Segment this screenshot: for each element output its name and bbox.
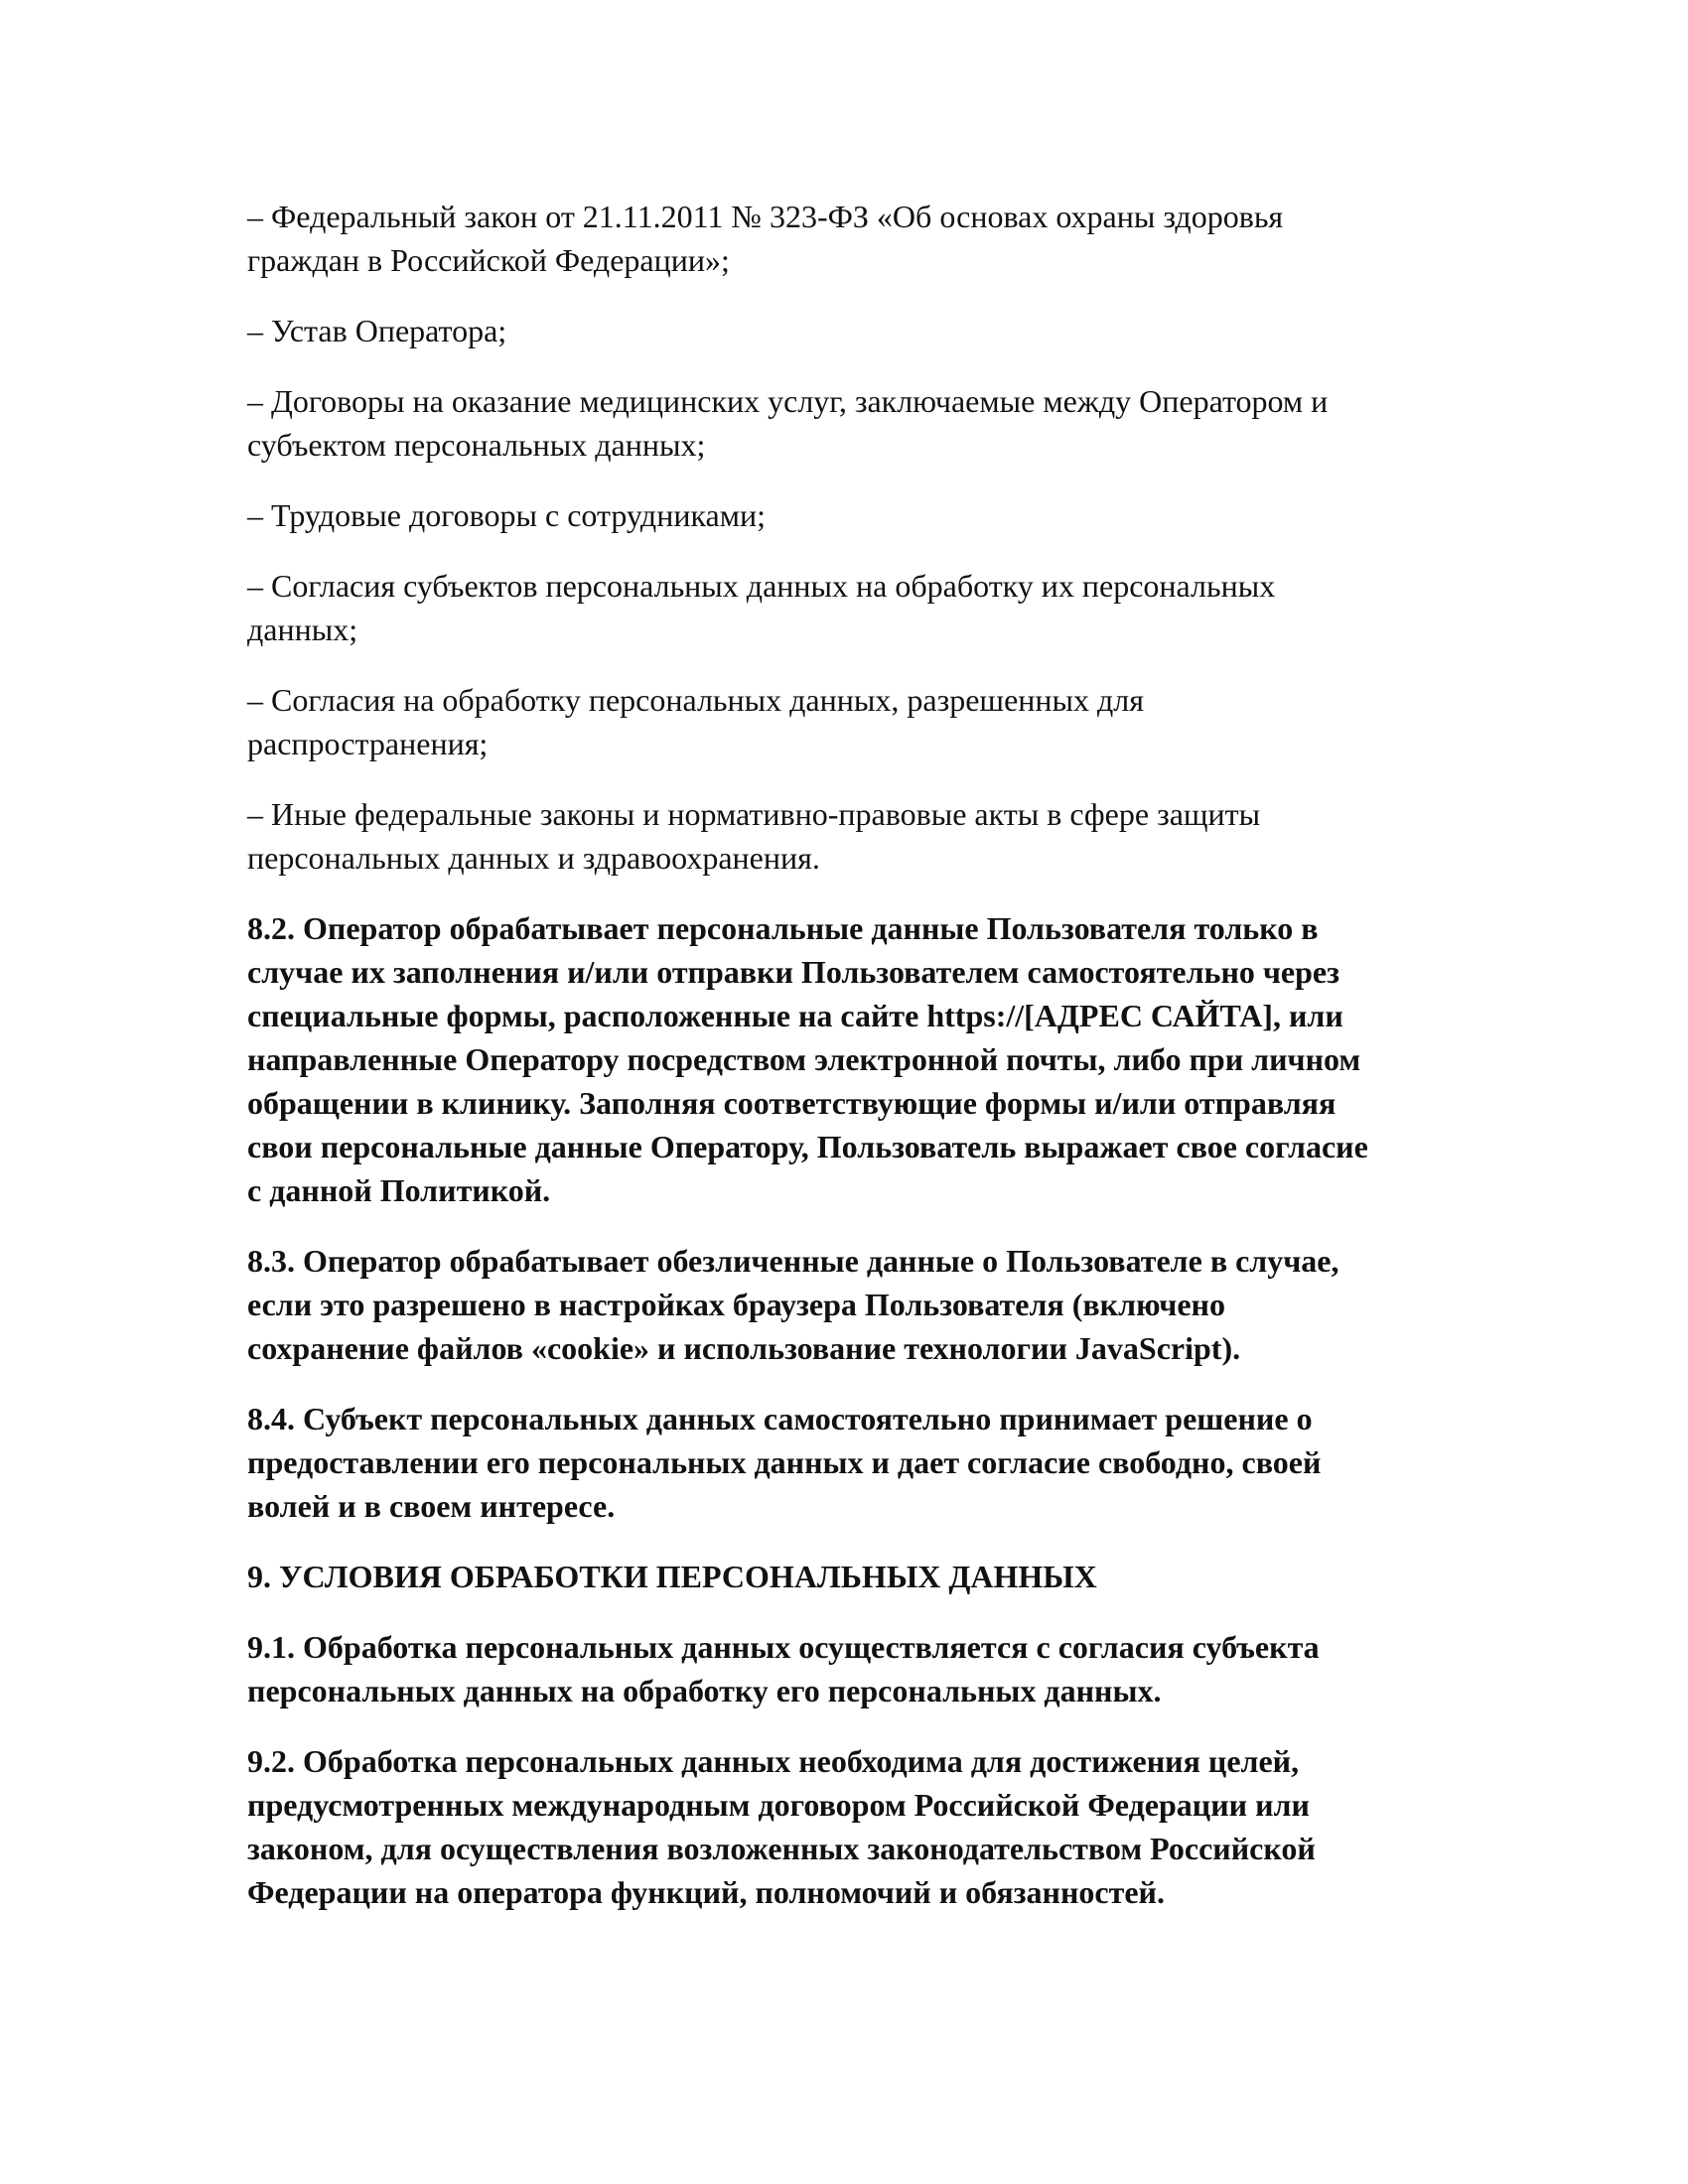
document-body <box>247 195 1439 1941</box>
list-item-other-laws: – Иные федеральные законы и нормативно-правовые акты в сфере защиты персональных данных и здравоохранения. <box>247 796 1261 876</box>
list-item-distribution-consents: – Согласия на обработку персональных данных, разрешенных для распространения; <box>247 682 1144 761</box>
clause-9-2: 9.2. Обработка персональных данных необходима для достижения целей, предусмотренных международным договором Российской Федерации или законом, для осуществления возложенных законодательством Российской Федерации на оператора функций, полномочий и обязанностей. <box>247 1743 1316 1910</box>
list-item-federal-law-323: – Федеральный закон от 21.11.2011 № 323-ФЗ «Об основах охраны здоровья граждан в Российской Федерации»; <box>247 199 1284 278</box>
list-item-employment-contracts: – Трудовые договоры с сотрудниками; <box>247 497 766 533</box>
list-item-subject-consents: – Согласия субъектов персональных данных на обработку их персональных данных; <box>247 568 1276 647</box>
clause-8-3: 8.3. Оператор обрабатывает обезличенные данные о Пользователе в случае, если это разрешено в настройках браузера Пользователя (включено сохранение файлов «cookie» и использование технологии JavaScript). <box>247 1243 1339 1366</box>
section-9-heading: 9. УСЛОВИЯ ОБРАБОТКИ ПЕРСОНАЛЬНЫХ ДАННЫХ <box>247 1559 1097 1594</box>
list-item-operator-charter: – Устав Оператора; <box>247 313 507 348</box>
clause-8-2: 8.2. Оператор обрабатывает персональные данные Пользователя только в случае их заполнения и/или отправки Пользователем самостоятельно через специальные формы, расположенные на сайте https://[АДРЕС САЙТА], или направленные Оператору посредством электронной почты, либо при личном обращении в клинику. Заполняя соответствующие формы и/или отправляя свои персональные данные Оператору, Пользователь выражает свое согласие с данной Политикой. <box>247 910 1368 1208</box>
clause-8-4: 8.4. Субъект персональных данных самостоятельно принимает решение о предоставлении его персональных данных и дает согласие свободно, своей волей и в своем интересе. <box>247 1401 1322 1524</box>
clause-9-1: 9.1. Обработка персональных данных осуществляется с согласия субъекта персональных данных на обработку его персональных данных. <box>247 1629 1320 1708</box>
list-item-medical-contracts: – Договоры на оказание медицинских услуг, заключаемые между Оператором и субъектом персональных данных; <box>247 383 1329 463</box>
